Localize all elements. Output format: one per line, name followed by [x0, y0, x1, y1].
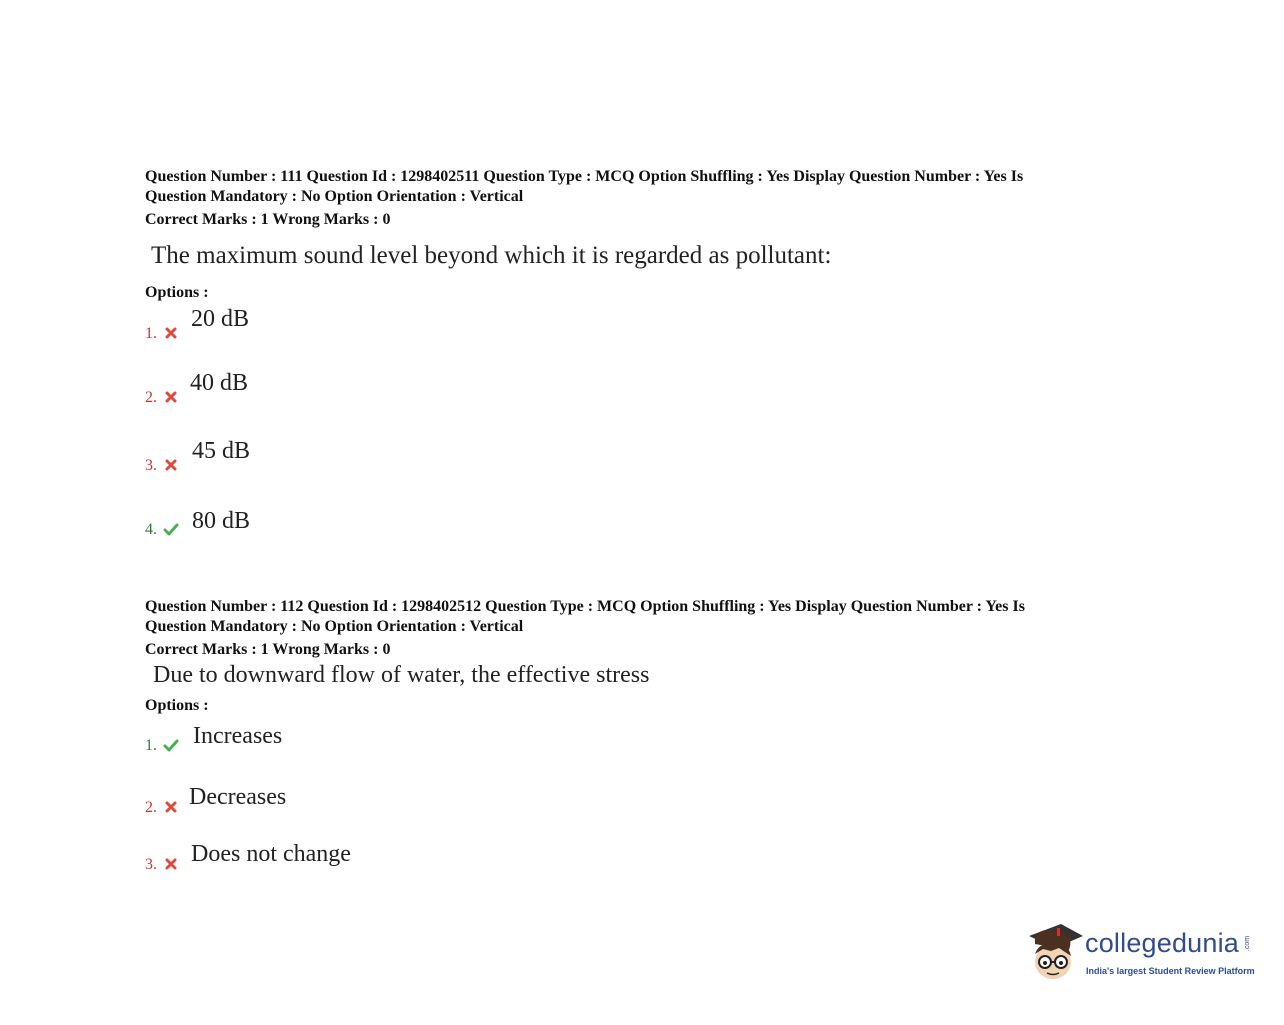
- question-meta-line1: Question Number : 112 Question Id : 1298402512 Question Type : MCQ Option Shuffling : Yes Display Question Number : Yes Is: [145, 598, 1025, 615]
- option-number: 3.: [145, 856, 157, 873]
- option-1: [145, 303, 645, 343]
- option-text: 45 dB: [192, 438, 251, 464]
- question-111: [145, 167, 1125, 538]
- option-4: [145, 499, 645, 539]
- mascot-icon: [1025, 918, 1087, 988]
- option-text: 80 dB: [192, 508, 251, 534]
- option-number: 2.: [145, 389, 157, 406]
- option-3: [145, 435, 645, 475]
- options-label: Options :: [145, 284, 209, 301]
- cross-icon: [163, 389, 179, 405]
- logo-wordmark: collegedunia: [1085, 928, 1240, 958]
- option-1: [145, 715, 645, 755]
- option-number: 1.: [145, 737, 157, 754]
- options-label: Options :: [145, 697, 209, 714]
- option-2: [145, 777, 645, 817]
- option-text: Decreases: [189, 784, 287, 810]
- option-number: 3.: [145, 457, 157, 474]
- question-text: Due to downward flow of water, the effective stress: [153, 662, 650, 688]
- cross-icon: [163, 325, 179, 341]
- option-3: [145, 834, 645, 874]
- option-text: 40 dB: [190, 370, 249, 396]
- cross-icon: [163, 856, 179, 872]
- question-meta-line2: Question Mandatory : No Option Orientation : Vertical: [145, 188, 524, 205]
- question-marks: Correct Marks : 1 Wrong Marks : 0: [145, 641, 391, 658]
- checkmark-icon: [163, 521, 179, 537]
- question-112: [145, 597, 1125, 873]
- cross-icon: [163, 457, 179, 473]
- option-text: Increases: [193, 723, 283, 749]
- checkmark-icon: [163, 737, 179, 753]
- question-marks: Correct Marks : 1 Wrong Marks : 0: [145, 211, 391, 228]
- cross-icon: [163, 799, 179, 815]
- option-text: 20 dB: [191, 306, 250, 332]
- option-2: [145, 367, 645, 407]
- question-meta-line1: Question Number : 111 Question Id : 1298402511 Question Type : MCQ Option Shuffling : Yes Display Question Number : Yes Is: [145, 168, 1024, 185]
- option-number: 4.: [145, 521, 157, 538]
- collegedunia-logo: [1025, 918, 1255, 988]
- option-number: 1.: [145, 325, 157, 342]
- option-number: 2.: [145, 799, 157, 816]
- question-text: The maximum sound level beyond which it is regarded as pollutant:: [151, 242, 832, 269]
- question-meta-line2: Question Mandatory : No Option Orientation : Vertical: [145, 618, 524, 635]
- logo-suffix: .com: [1244, 935, 1252, 952]
- logo-tagline: India's largest Student Review Platform: [1086, 966, 1255, 976]
- option-text: Does not change: [191, 841, 351, 867]
